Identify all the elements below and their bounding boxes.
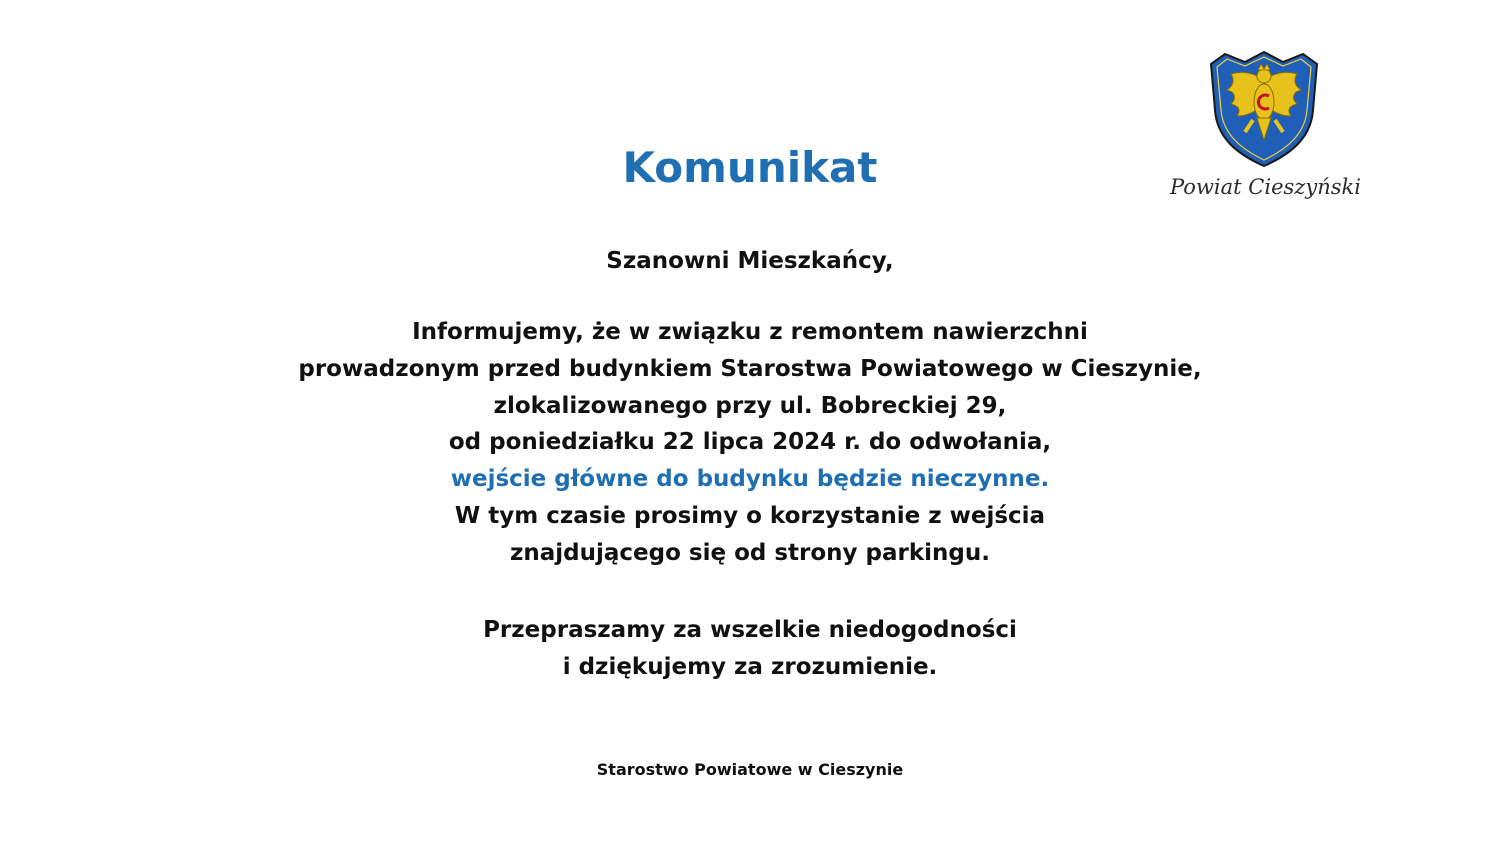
closure-notice: wejście główne do budynku będzie nieczynne. (450, 466, 1050, 493)
signature: Starostwo Powiatowe w Cieszynie (596, 760, 904, 779)
powiat-logo (1158, 50, 1373, 225)
greeting: Szanowni Mieszkańcy, (606, 248, 894, 274)
closing-line: i dziękujemy za zrozumienie. (562, 653, 938, 680)
body-line: znajdującego się od strony parkingu. (509, 539, 991, 566)
body-line: od poniedziałku 22 lipca 2024 r. do odwołania, (448, 429, 1052, 456)
body-line: zlokalizowanego przy ul. Bobreckiej 29, (493, 392, 1007, 419)
body-line: prowadzonym przed budynkiem Starostwa Powiatowego w Cieszynie, (298, 355, 1202, 382)
body-line: W tym czasie prosimy o korzystanie z wejścia (454, 502, 1046, 529)
logo-text: Powiat Cieszyński (1170, 175, 1361, 199)
coat-of-arms-icon (1205, 50, 1323, 168)
announcement-body (0, 314, 1500, 572)
closing-block (0, 612, 1500, 686)
body-line: Informujemy, że w związku z remontem nawierzchni (412, 319, 1088, 345)
page-title: Komunikat (622, 143, 878, 192)
closing-line: Przepraszamy za wszelkie niedogodności (483, 617, 1017, 643)
